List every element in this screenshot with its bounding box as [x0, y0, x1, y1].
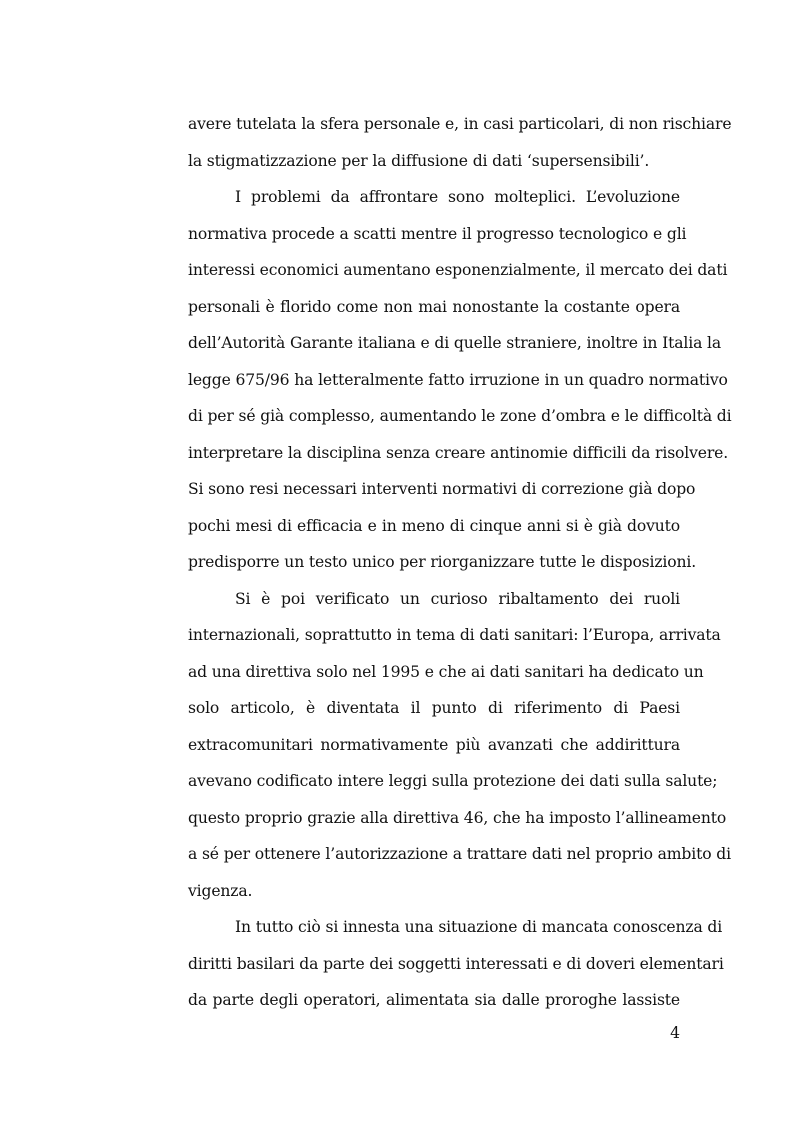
paragraph-4 — [188, 909, 724, 1019]
text-line: solo articolo, è diventata il punto di riferimento di Paesi — [188, 699, 680, 717]
paragraph-3 — [188, 581, 731, 910]
text-line: legge 675/96 ha letteralmente fatto irruzione in un quadro normativo — [188, 370, 728, 389]
text-line: questo proprio grazie alla direttiva 46, che ha imposto l’allineamento — [188, 808, 727, 827]
text-line: Si sono resi necessari interventi normativi di correzione già dopo — [188, 480, 696, 498]
document-body — [188, 106, 732, 1019]
page-number: 4 — [670, 1024, 680, 1042]
text-line: In tutto ciò si innesta una situazione di mancata conoscenza di — [235, 918, 723, 936]
paragraph-1 — [188, 106, 732, 179]
text-line: extracomunitari normativamente più avanzati che addirittura — [188, 735, 680, 754]
text-line: da parte degli operatori, alimentata sia dalle proroghe lassiste — [188, 991, 680, 1009]
text-line: a sé per ottenere l’autorizzazione a trattare dati nel proprio ambito di — [188, 845, 731, 863]
text-line: diritti basilari da parte dei soggetti interessati e di doveri elementari — [188, 954, 724, 973]
text-line: vigenza. — [188, 881, 253, 900]
text-line: Si è poi verificato un curioso ribaltamento dei ruoli — [235, 589, 680, 608]
text-line: la stigmatizzazione per la diffusione di dati ‘supersensibili’. — [188, 151, 650, 170]
text-line: ad una direttiva solo nel 1995 e che ai dati sanitari ha dedicato un — [188, 662, 704, 681]
text-line: pochi mesi di efficacia e in meno di cinque anni si è già dovuto — [188, 516, 680, 535]
text-line: interpretare la disciplina senza creare antinomie difficili da risolvere. — [188, 443, 729, 462]
text-line: dell’Autorità Garante italiana e di quelle straniere, inoltre in Italia la — [188, 334, 722, 352]
text-line: I problemi da affrontare sono molteplici. L’evoluzione — [235, 188, 680, 206]
paragraph-2 — [188, 179, 732, 581]
text-line: predisporre un testo unico per riorganizzare tutte le disposizioni. — [188, 553, 697, 571]
text-line: personali è florido come non mai nonostante la costante opera — [188, 297, 680, 316]
text-line: interessi economici aumentano esponenzialmente, il mercato dei dati — [188, 261, 728, 279]
text-line: internazionali, soprattutto in tema di dati sanitari: l’Europa, arrivata — [188, 626, 721, 644]
text-line: avevano codificato intere leggi sulla protezione dei dati sulla salute; — [188, 772, 718, 790]
text-line: normativa procede a scatti mentre il progresso tecnologico e gli — [188, 224, 687, 243]
text-line: avere tutelata la sfera personale e, in casi particolari, di non rischiare — [188, 115, 732, 133]
text-line: di per sé già complesso, aumentando le zone d’ombra e le difficoltà di — [188, 407, 732, 425]
